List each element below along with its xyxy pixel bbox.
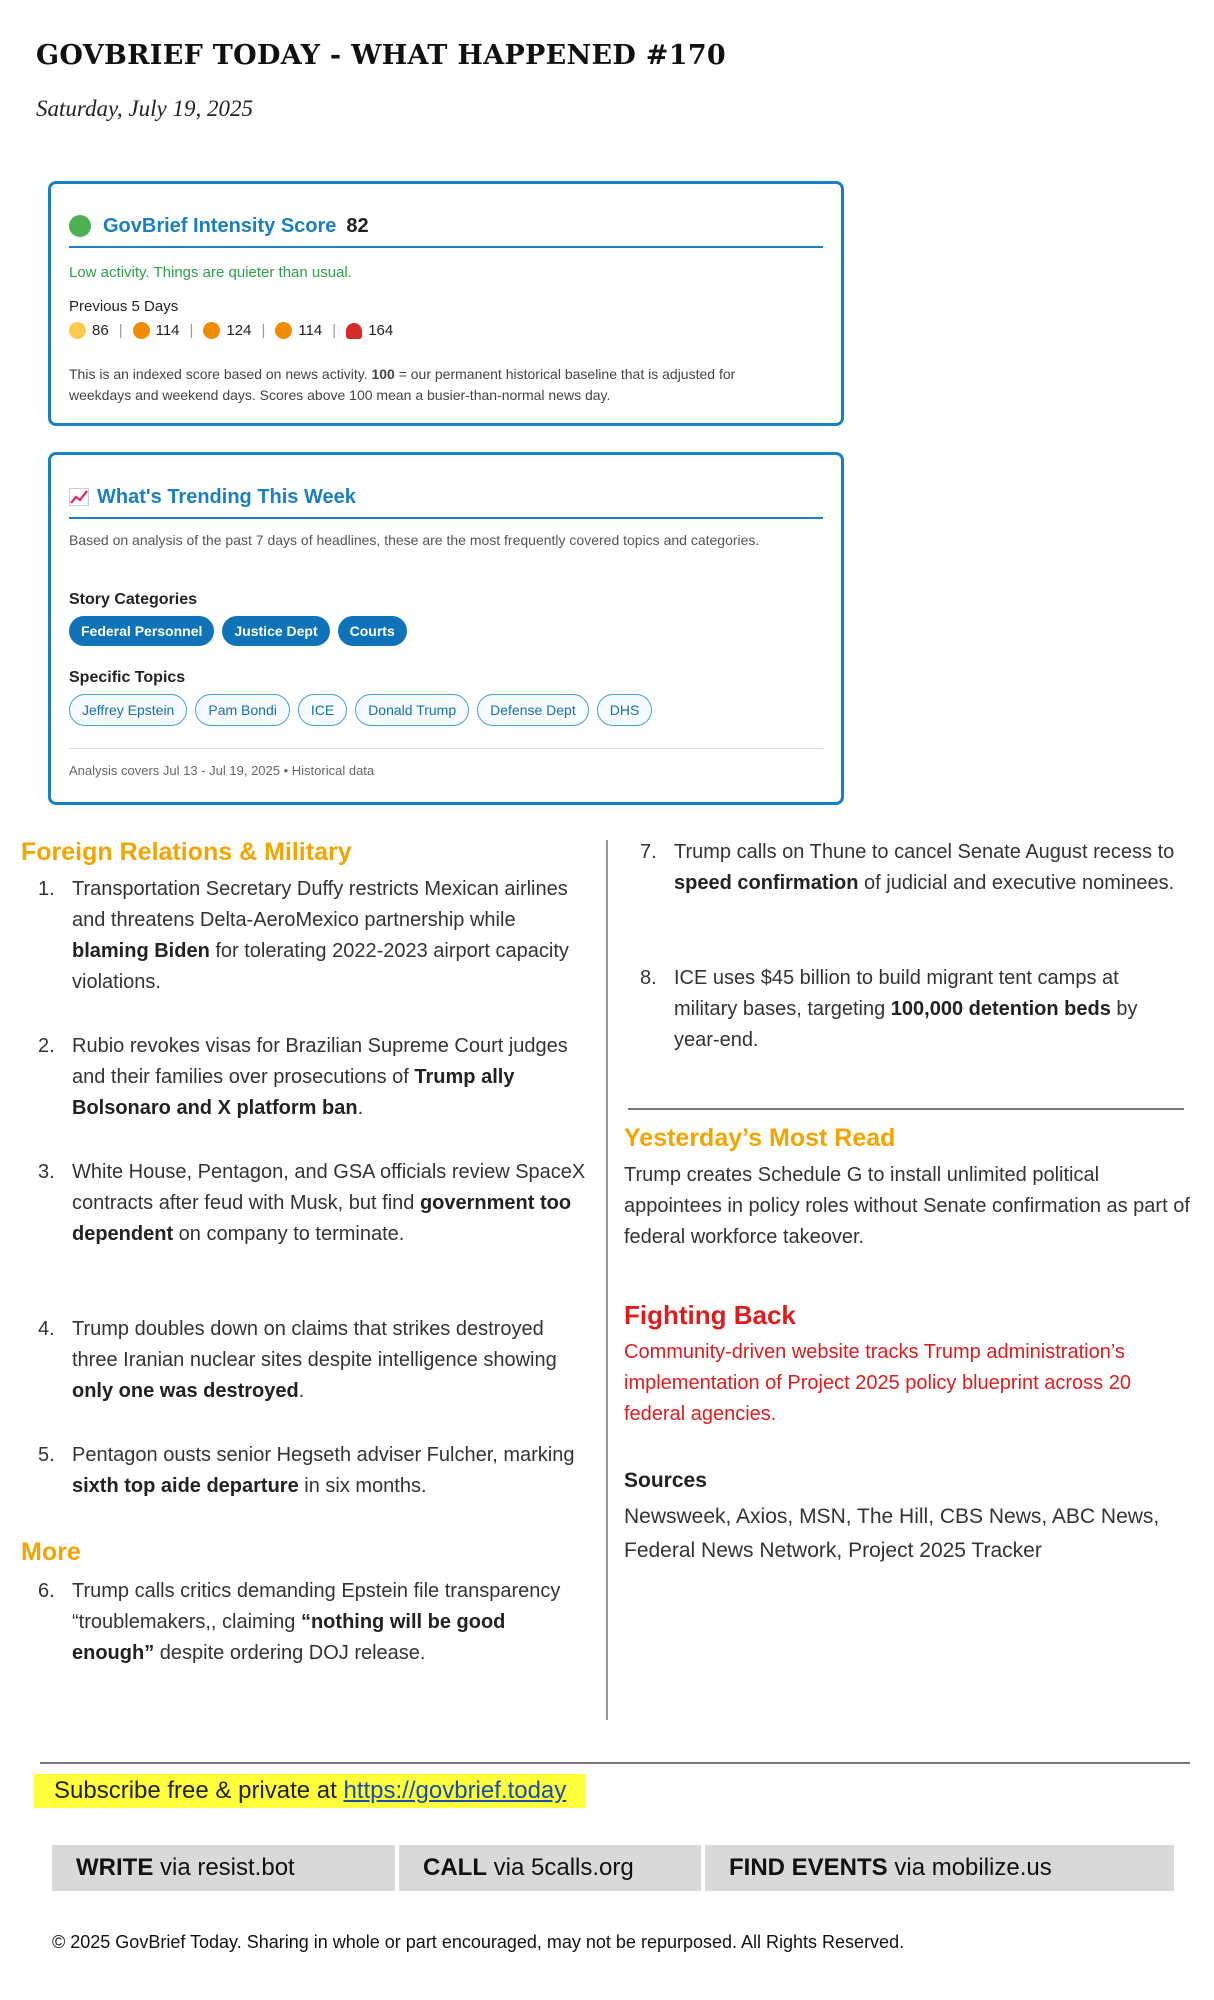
newsletter-title: GOVBRIEF TODAY - WHAT HAPPENED #170	[36, 40, 726, 71]
intensity-title: GovBrief Intensity Score	[103, 214, 337, 237]
trending-description: Based on analysis of the past 7 days of headlines, these are the most frequently covered topics and categories.	[69, 532, 760, 548]
previous-day-4: 114	[275, 322, 322, 339]
news-item: 8. ICE uses $45 billion to build migrant tent camps at military bases, targeting 100,000 detention beds by year-end.	[640, 967, 1138, 1051]
score-dot-icon	[133, 322, 150, 339]
action-bar	[52, 1845, 1174, 1891]
separator: |	[261, 322, 266, 339]
trending-title: What's Trending This Week	[97, 485, 356, 508]
activity-status: Low activity. Things are quieter than usual.	[69, 264, 352, 281]
specific-topics-label: Specific Topics	[69, 669, 186, 686]
topic-pill[interactable]: Pam Bondi	[195, 694, 289, 726]
score-dot-icon	[203, 322, 220, 339]
previous-day-2: 114	[133, 322, 180, 339]
news-item: 1. Transportation Secretary Duffy restricts Mexican airlines and threatens Delta-AeroMexico partnership while blaming Biden for tolerating 2022-2023 airport capacity violations.	[38, 878, 569, 993]
subscribe-link[interactable]: https://govbrief.today	[343, 1777, 567, 1804]
sources-text: Newsweek, Axios, MSN, The Hill, CBS News, ABC News, Federal News Network, Project 2025 Tracker	[624, 1505, 1160, 1562]
write-action[interactable]: WRITE via resist.bot	[52, 1845, 395, 1891]
news-item: 4. Trump doubles down on claims that strikes destroyed three Iranian nuclear sites despite intelligence showing only one was destroyed.	[38, 1318, 557, 1402]
score-dot-icon	[69, 322, 86, 339]
chart-increasing-icon	[69, 488, 89, 506]
intensity-score-value: 82	[346, 214, 369, 237]
separator: |	[189, 322, 194, 339]
most-read-text: Trump creates Schedule G to install unlimited political appointees in policy roles without Senate confirmation as part of federal workforce takeover.	[624, 1164, 1190, 1248]
trending-card	[48, 452, 844, 805]
topic-pill[interactable]: Defense Dept	[477, 694, 589, 726]
news-item: 3. White House, Pentagon, and GSA officials review SpaceX contracts after feud with Musk, but find government too dependent on company to terminate.	[38, 1161, 586, 1245]
story-categories-label: Story Categories	[69, 591, 198, 608]
previous-days-row	[69, 322, 393, 339]
topic-pill[interactable]: ICE	[298, 694, 347, 726]
divider	[628, 1108, 1184, 1110]
intensity-score-card	[48, 181, 844, 426]
section-heading-foreign-relations: Foreign Relations & Military	[21, 838, 352, 866]
category-pills	[69, 616, 407, 646]
previous-day-5: 164	[346, 322, 393, 339]
news-item: 2. Rubio revokes visas for Brazilian Supreme Court judges and their families over prosecutions of Trump ally Bolsonaro and X platform ban.	[38, 1035, 568, 1119]
category-pill[interactable]: Justice Dept	[222, 616, 329, 646]
category-pill[interactable]: Federal Personnel	[69, 616, 214, 646]
news-item: 7. Trump calls on Thune to cancel Senate August recess to speed confirmation of judicial and executive nominees.	[640, 841, 1175, 894]
subscribe-banner	[34, 1774, 586, 1808]
news-item: 5. Pentagon ousts senior Hegseth adviser Fulcher, marking sixth top aide departure in six months.	[38, 1444, 575, 1497]
column-divider	[606, 840, 608, 1720]
call-action[interactable]: CALL via 5calls.org	[399, 1845, 701, 1891]
previous-day-1: 86	[69, 322, 109, 339]
issue-date: Saturday, July 19, 2025	[36, 96, 253, 121]
section-heading-fighting-back: Fighting Back	[624, 1300, 796, 1330]
trending-header	[69, 477, 823, 519]
intensity-description: This is an indexed score based on news activity. 100 = our permanent historical baseline that is adjusted for weekdays and weekend days. Scores above 100 mean a busier-than-normal news day.	[69, 366, 736, 403]
topic-pill[interactable]: Donald Trump	[355, 694, 469, 726]
topic-pill[interactable]: Jeffrey Epstein	[69, 694, 187, 726]
news-item: 6. Trump calls critics demanding Epstein file transparency “troublemakers,, claiming “nothing will be good enough” despite ordering DOJ release.	[38, 1580, 561, 1664]
copyright: © 2025 GovBrief Today. Sharing in whole or part encouraged, may not be repurposed. All Rights Reserved.	[52, 1932, 905, 1952]
find-events-action[interactable]: FIND EVENTS via mobilize.us	[705, 1845, 1174, 1891]
section-heading-most-read: Yesterday’s Most Read	[624, 1124, 896, 1152]
previous-days-label: Previous 5 Days	[69, 298, 179, 315]
separator: |	[332, 322, 337, 339]
intensity-header	[69, 206, 823, 248]
siren-icon	[346, 323, 362, 339]
fighting-back-text: Community-driven website tracks Trump administration’s implementation of Project 2025 policy blueprint across 20 federal agencies.	[624, 1341, 1131, 1425]
score-dot-icon	[275, 322, 292, 339]
section-heading-more: More	[21, 1538, 81, 1566]
footer-divider	[40, 1762, 1190, 1764]
topic-pill[interactable]: DHS	[597, 694, 653, 726]
sources-heading: Sources	[624, 1469, 707, 1492]
subscribe-text: Subscribe free & private at	[54, 1777, 344, 1804]
previous-day-3: 124	[203, 322, 251, 339]
status-dot-icon	[69, 215, 91, 237]
separator: |	[118, 322, 123, 339]
topic-pills	[69, 694, 652, 726]
category-pill[interactable]: Courts	[338, 616, 407, 646]
trending-footer: Analysis covers Jul 13 - Jul 19, 2025 • Historical data	[69, 748, 823, 778]
